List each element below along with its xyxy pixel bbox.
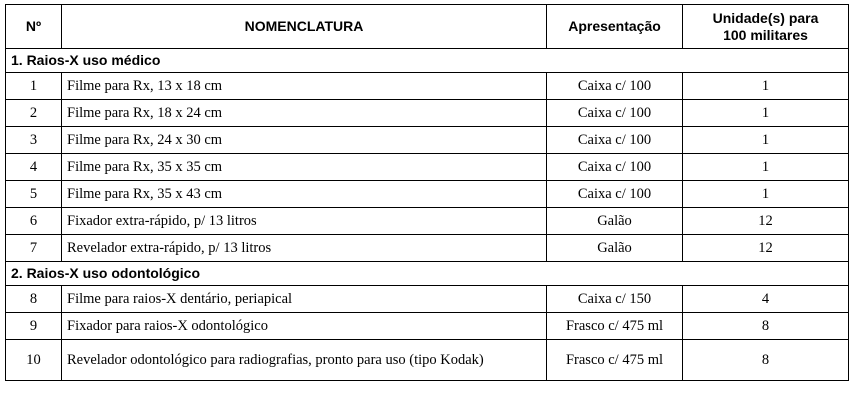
cell-unidades: 1 xyxy=(683,100,849,127)
table-row xyxy=(6,127,849,154)
cell-nomenclatura: Filme para raios-X dentário, periapical xyxy=(62,286,547,313)
cell-apresentacao: Caixa c/ 100 xyxy=(547,154,683,181)
header-unidades-line2: 100 militares xyxy=(723,26,808,43)
cell-apresentacao: Caixa c/ 100 xyxy=(547,100,683,127)
table-row xyxy=(6,208,849,235)
cell-nomenclatura: Filme para Rx, 18 x 24 cm xyxy=(62,100,547,127)
table-row xyxy=(6,73,849,100)
table-row xyxy=(6,235,849,262)
table-row xyxy=(6,100,849,127)
supplies-table xyxy=(5,4,849,381)
table-row xyxy=(6,313,849,340)
header-apresentacao: Apresentação xyxy=(547,5,683,49)
section-header-row xyxy=(6,262,849,286)
cell-unidades: 1 xyxy=(683,181,849,208)
cell-nomenclatura: Filme para Rx, 24 x 30 cm xyxy=(62,127,547,154)
section-header-row xyxy=(6,49,849,73)
cell-nomenclatura: Fixador extra-rápido, p/ 13 litros xyxy=(62,208,547,235)
cell-nomenclatura: Filme para Rx, 13 x 18 cm xyxy=(62,73,547,100)
cell-nomenclatura: Filme para Rx, 35 x 43 cm xyxy=(62,181,547,208)
table-header-row xyxy=(6,5,849,49)
cell-num: 4 xyxy=(6,154,62,181)
document-page xyxy=(5,4,849,381)
cell-unidades: 8 xyxy=(683,340,849,381)
cell-num: 9 xyxy=(6,313,62,340)
header-num: Nº xyxy=(6,5,62,49)
table-row xyxy=(6,286,849,313)
cell-apresentacao: Galão xyxy=(547,235,683,262)
cell-num: 10 xyxy=(6,340,62,381)
cell-num: 7 xyxy=(6,235,62,262)
cell-unidades: 8 xyxy=(683,313,849,340)
section-title: 2. Raios-X uso odontológico xyxy=(6,262,849,286)
cell-nomenclatura: Revelador odontológico para radiografias, pronto para uso (tipo Kodak) xyxy=(62,340,547,381)
cell-num: 3 xyxy=(6,127,62,154)
table-row xyxy=(6,154,849,181)
cell-apresentacao: Caixa c/ 100 xyxy=(547,181,683,208)
cell-unidades: 4 xyxy=(683,286,849,313)
header-unidades xyxy=(683,5,849,49)
table-row xyxy=(6,340,849,381)
cell-apresentacao: Frasco c/ 475 ml xyxy=(547,313,683,340)
table-row xyxy=(6,181,849,208)
cell-apresentacao: Frasco c/ 475 ml xyxy=(547,340,683,381)
cell-num: 8 xyxy=(6,286,62,313)
cell-unidades: 1 xyxy=(683,73,849,100)
cell-unidades: 12 xyxy=(683,235,849,262)
cell-num: 2 xyxy=(6,100,62,127)
cell-apresentacao: Galão xyxy=(547,208,683,235)
cell-nomenclatura: Revelador extra-rápido, p/ 13 litros xyxy=(62,235,547,262)
cell-num: 6 xyxy=(6,208,62,235)
cell-unidades: 12 xyxy=(683,208,849,235)
header-nomenclatura: NOMENCLATURA xyxy=(62,5,547,49)
cell-nomenclatura: Filme para Rx, 35 x 35 cm xyxy=(62,154,547,181)
cell-apresentacao: Caixa c/ 100 xyxy=(547,127,683,154)
cell-num: 5 xyxy=(6,181,62,208)
header-unidades-line1: Unidade(s) para xyxy=(712,9,819,26)
cell-apresentacao: Caixa c/ 150 xyxy=(547,286,683,313)
section-title: 1. Raios-X uso médico xyxy=(6,49,849,73)
cell-nomenclatura: Fixador para raios-X odontológico xyxy=(62,313,547,340)
cell-apresentacao: Caixa c/ 100 xyxy=(547,73,683,100)
cell-unidades: 1 xyxy=(683,127,849,154)
cell-unidades: 1 xyxy=(683,154,849,181)
cell-num: 1 xyxy=(6,73,62,100)
